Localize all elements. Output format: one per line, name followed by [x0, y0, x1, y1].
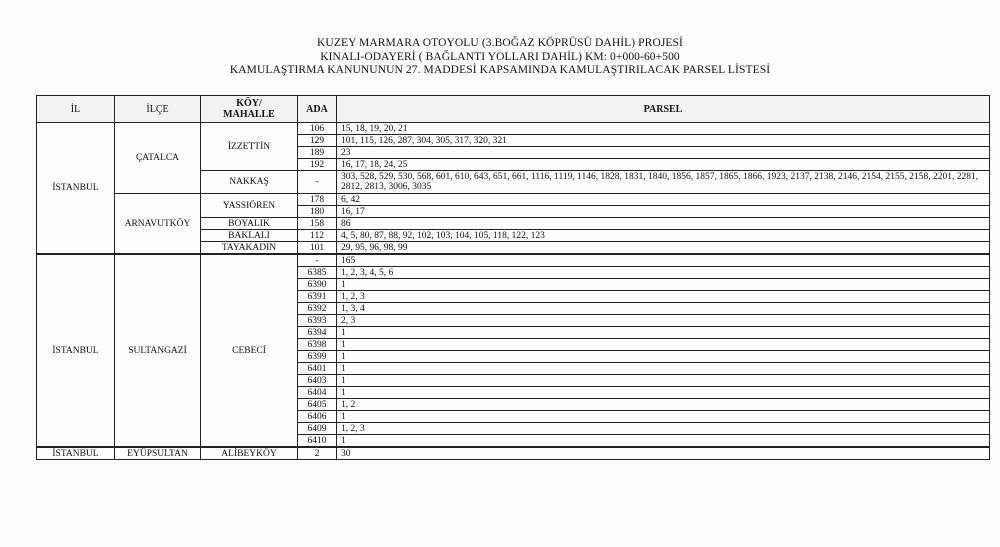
table-row [37, 194, 990, 206]
ada-cell: 189 [298, 147, 337, 159]
parsel-cell: 1 [337, 435, 990, 448]
table-row [37, 447, 990, 460]
ada-cell: 180 [298, 206, 337, 218]
ilce-cell: EYÜPSULTAN [115, 447, 201, 460]
table-body [37, 123, 990, 460]
parsel-cell: 30 [337, 447, 990, 460]
parsel-cell: 1, 2, 3, 4, 5, 6 [337, 267, 990, 279]
parsel-cell: 1, 3, 4 [337, 303, 990, 315]
ada-cell: 6404 [298, 387, 337, 399]
ada-cell: 6394 [298, 327, 337, 339]
parsel-cell: 1 [337, 363, 990, 375]
parsel-cell: 29, 95, 96, 98, 99 [337, 242, 990, 255]
parsel-cell: 165 [337, 254, 990, 267]
koy-cell: ALİBEYKÖY [201, 447, 298, 460]
ada-cell: 106 [298, 123, 337, 135]
parcel-table [36, 95, 990, 460]
koy-cell: BOYALIK [201, 218, 298, 230]
il-cell: İSTANBUL [37, 447, 115, 460]
ilce-cell: SULTANGAZİ [115, 254, 201, 447]
parsel-cell: 86 [337, 218, 990, 230]
table-header-row [37, 96, 990, 123]
ada-cell: 6409 [298, 423, 337, 435]
ada-cell: 6405 [298, 399, 337, 411]
parsel-cell: 16, 17, 18, 24, 25 [337, 159, 990, 171]
parsel-cell: 303, 528, 529, 530, 568, 601, 610, 643, 651, 661, 1116, 1119, 1146, 1828, 1831, 1840, 1856, 1857, 1865, 1866, 1923, 2137, 2138, 2146, 2154, 2155, 2158, 2201, 2281, 2812, 2813, 3006, 3035 [337, 171, 990, 194]
parsel-cell: 1, 2, 3 [337, 291, 990, 303]
ada-cell: 6398 [298, 339, 337, 351]
il-cell: İSTANBUL [37, 123, 115, 255]
col-header-koy-line1: KÖY/ [236, 98, 262, 109]
ilce-cell: ARNAVUTKÖY [115, 194, 201, 255]
parsel-cell: 4, 5, 80, 87, 88, 92, 102, 103, 104, 105, 118, 122, 123 [337, 230, 990, 242]
ada-cell: - [298, 171, 337, 194]
ada-cell: 6406 [298, 411, 337, 423]
parsel-cell: 23 [337, 147, 990, 159]
koy-cell: İZZETTİN [201, 123, 298, 171]
col-header-ilce: İLÇE [115, 96, 201, 123]
parsel-cell: 1 [337, 339, 990, 351]
table-row [37, 123, 990, 135]
ada-cell: 6390 [298, 279, 337, 291]
parsel-cell: 1 [337, 279, 990, 291]
col-header-koy [201, 96, 298, 123]
ada-cell: 6403 [298, 375, 337, 387]
document-header [0, 37, 1000, 78]
ada-cell: 129 [298, 135, 337, 147]
table-row [37, 254, 990, 267]
project-section: KINALI-ODAYERİ ( BAĞLANTI YOLLARI DAHİL) KM: 0+000-60+500 [320, 50, 680, 63]
parsel-cell: 101, 115, 126, 287, 304, 305, 317, 320, 321 [337, 135, 990, 147]
ada-cell: - [298, 254, 337, 267]
ada-cell: 112 [298, 230, 337, 242]
parsel-cell: 1 [337, 351, 990, 363]
ada-cell: 2 [298, 447, 337, 460]
ada-cell: 6401 [298, 363, 337, 375]
col-header-ada: ADA [298, 96, 337, 123]
ada-cell: 6399 [298, 351, 337, 363]
koy-cell: TAYAKADIN [201, 242, 298, 255]
parsel-cell: 1 [337, 327, 990, 339]
parsel-cell: 1, 2 [337, 399, 990, 411]
col-header-koy-line2: MAHALLE [223, 109, 275, 120]
parsel-cell: 1 [337, 387, 990, 399]
koy-cell: YASSIÖREN [201, 194, 298, 218]
ada-cell: 6391 [298, 291, 337, 303]
list-title: KAMULAŞTIRMA KANUNUNUN 27. MADDESİ KAPSAMINDA KAMULAŞTIRILACAK PARSEL LİSTESİ [229, 64, 771, 76]
parsel-cell: 1 [337, 411, 990, 423]
ada-cell: 6385 [298, 267, 337, 279]
ilce-cell: ÇATALCA [115, 123, 201, 194]
ada-cell: 6393 [298, 315, 337, 327]
parsel-cell: 15, 18, 19, 20, 21 [337, 123, 990, 135]
koy-cell: NAKKAŞ [201, 171, 298, 194]
parsel-cell: 1 [337, 375, 990, 387]
parsel-cell: 6, 42 [337, 194, 990, 206]
project-title: KUZEY MARMARA OTOYOLU (3.BOĞAZ KÖPRÜSÜ DAHİL) PROJESİ [317, 37, 683, 49]
parsel-cell: 1, 2, 3 [337, 423, 990, 435]
parsel-cell: 2, 3 [337, 315, 990, 327]
ada-cell: 101 [298, 242, 337, 255]
koy-cell: CEBECİ [201, 254, 298, 447]
il-cell: İSTANBUL [37, 254, 115, 447]
ada-cell: 6392 [298, 303, 337, 315]
ada-cell: 192 [298, 159, 337, 171]
ada-cell: 6410 [298, 435, 337, 448]
ada-cell: 178 [298, 194, 337, 206]
koy-cell: BAKLALI [201, 230, 298, 242]
ada-cell: 158 [298, 218, 337, 230]
col-header-il: İL [37, 96, 115, 123]
parsel-cell: 16, 17 [337, 206, 990, 218]
col-header-parsel: PARSEL [337, 96, 990, 123]
